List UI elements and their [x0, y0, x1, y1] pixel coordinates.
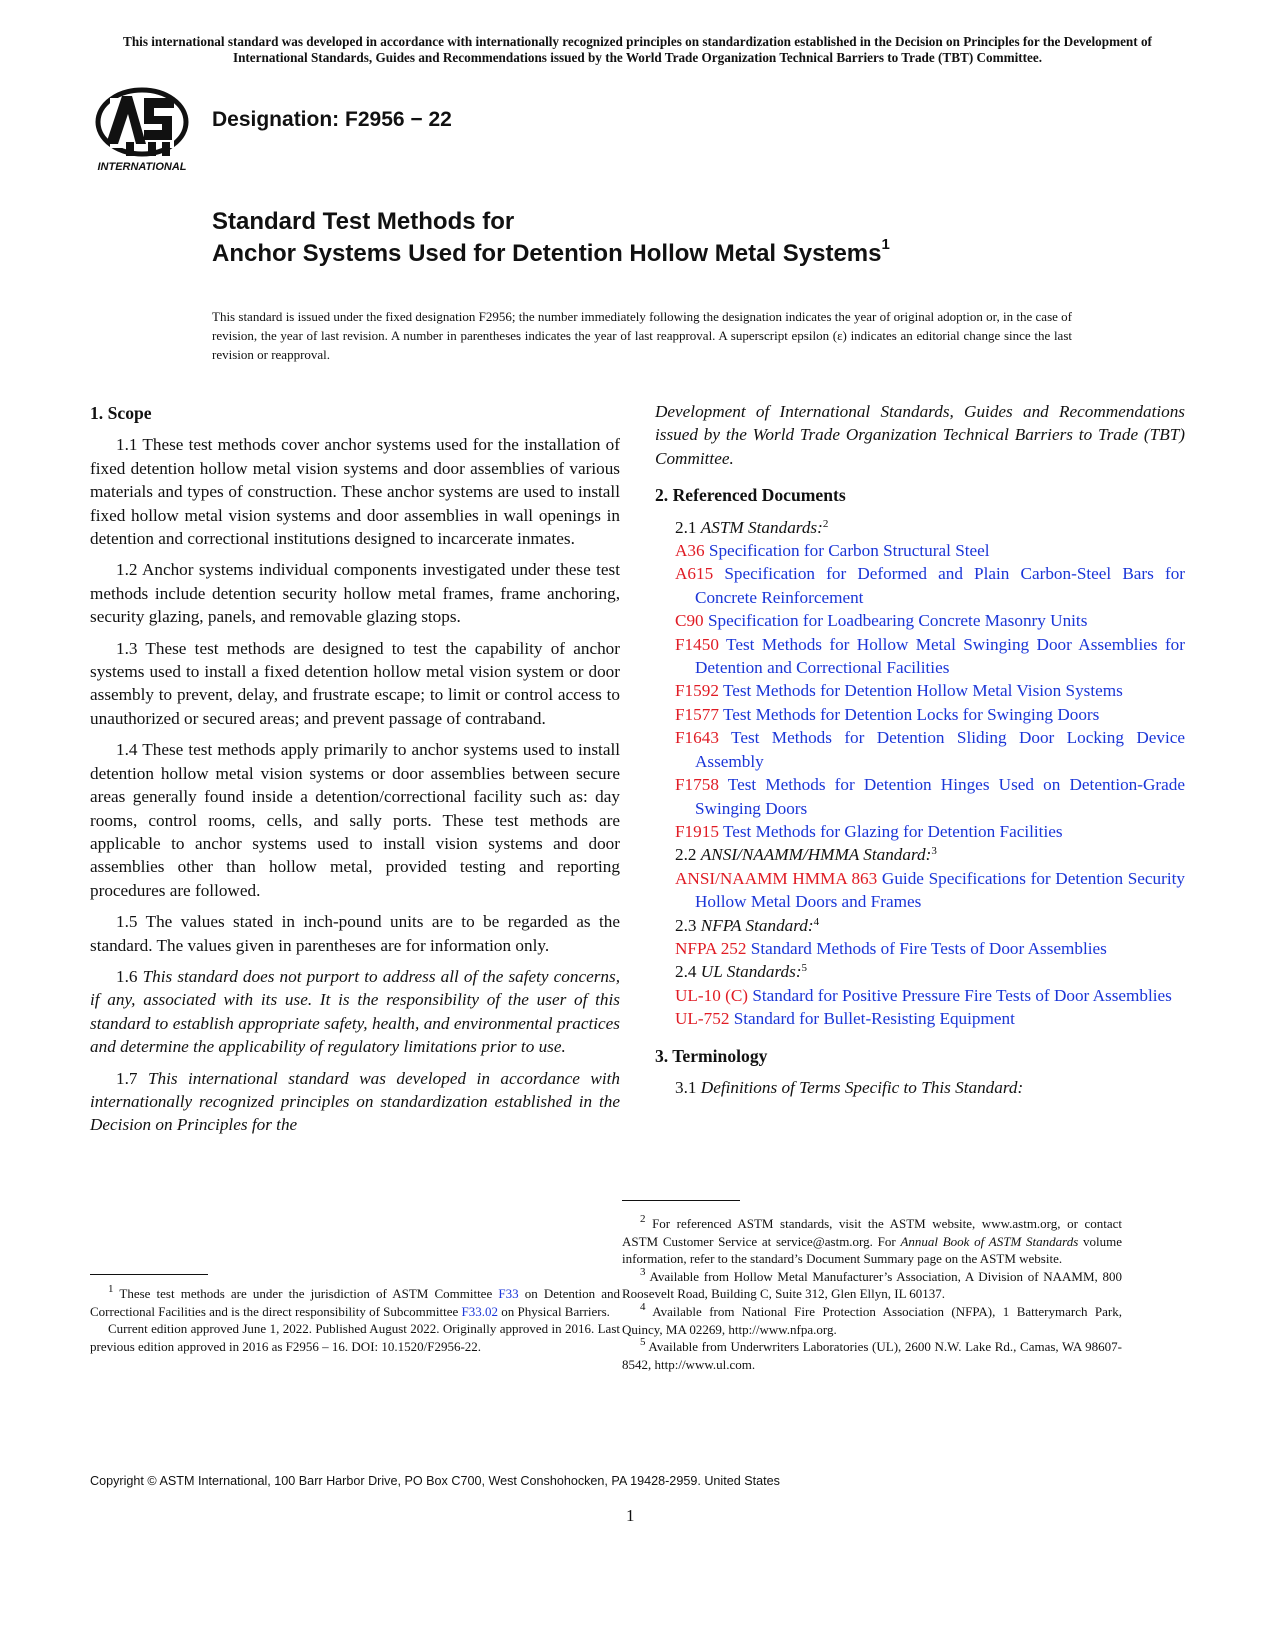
scope-1-1: 1.1 These test methods cover anchor systems used for the installation of fixed detention hollow metal vision systems and door assemblies of various materials and types of construction. These anchor systems are used to install fixed hollow metal vision systems and door assemblies in wall openings in detention and correctional institutions designed to incarcerate inmates.: [90, 435, 620, 549]
terminology-3-1: 3.1 Definitions of Terms Specific to This Standard:: [675, 1077, 1024, 1097]
left-footnotes: [90, 1274, 620, 1355]
scope-1-2: 1.2 Anchor systems individual components investigated under these test methods include detention security hollow metal frames, frame anchoring, security glazing, panels, and removable glazing stops.: [90, 560, 620, 627]
reference-code[interactable]: F1758: [675, 775, 719, 795]
copyright: Copyright © ASTM International, 100 Barr Harbor Drive, PO Box C700, West Conshohocken, PA 19428-2959. United States: [90, 1474, 780, 1488]
reference-code[interactable]: F1450: [675, 634, 719, 654]
f33-link[interactable]: F33: [498, 1286, 519, 1301]
reference-item[interactable]: [675, 867, 1185, 914]
scope-1-6: 1.6 This standard does not purport to address all of the safety concerns, if any, associated with its use. It is the responsibility of the user of this standard to establish appropriate safety, health, and environmental practices and determine the applicability of regulatory limitations prior to use.: [90, 966, 620, 1057]
left-column: [90, 402, 620, 1145]
ansi-standard-label: 2.2 ANSI/NAAMM/HMMA Standard:$^3$: [675, 845, 937, 865]
footnote-rule-left: [90, 1274, 208, 1275]
reference-title[interactable]: Standard Methods of Fire Tests of Door Assemblies: [750, 938, 1107, 958]
scope-heading: 1. Scope: [90, 403, 152, 423]
reference-item[interactable]: [675, 679, 1185, 702]
title-line-1: Standard Test Methods for: [212, 208, 515, 235]
logo-text: INTERNATIONAL: [97, 161, 187, 173]
reference-item[interactable]: [675, 984, 1185, 1007]
designation: Designation: F2956 − 22: [212, 108, 452, 131]
reference-code[interactable]: UL-752: [675, 1009, 730, 1029]
reference-title[interactable]: Test Methods for Detention Hinges Used on Detention-Grade Swinging Doors: [695, 775, 1185, 818]
reference-title[interactable]: Specification for Deformed and Plain Carbon-Steel Bars for Concrete Reinforcement: [695, 564, 1186, 607]
reference-title[interactable]: Test Methods for Detention Hollow Metal Vision Systems: [722, 681, 1123, 701]
reference-item[interactable]: [675, 773, 1185, 820]
reference-item[interactable]: [675, 937, 1185, 960]
reference-item[interactable]: [675, 820, 1185, 843]
f33-02-link[interactable]: F33.02: [461, 1303, 498, 1319]
reference-title[interactable]: Test Methods for Glazing for Detention Facilities: [722, 821, 1063, 841]
footnote-4: $^4$ Available from National Fire Protection Association (NFPA), 1 Batterymarch Park, Quincy, MA 02269, http://www.nfpa.org.: [622, 1300, 1122, 1337]
scope-1-4: 1.4 These test methods apply primarily to anchor systems used to install detention hollow metal vision systems or door assemblies between secure areas generally found inside a detention/correctional facility such as: day rooms, control rooms, cells, and sally ports. These test methods are applicable to anchor systems used to install vision systems and door assemblies other than hollow metal, provided testing and reporting procedures are followed.: [90, 740, 620, 900]
reference-code[interactable]: A36: [675, 541, 705, 561]
reference-code[interactable]: UL-10 (C): [675, 985, 749, 1005]
reference-code[interactable]: C90: [675, 611, 704, 631]
scope-1-3: 1.3 These test methods are designed to test the capability of anchor systems used to install a fixed detention hollow metal vision system or door assembly to prevent, delay, and frustrate escape; to limit or control access to unauthorized or secured areas; and prevent passage of contraband.: [90, 638, 620, 728]
document-title: [212, 206, 890, 270]
right-footnotes: [622, 1200, 1122, 1373]
footnote-rule-right: [622, 1200, 740, 1201]
reference-item[interactable]: [675, 562, 1185, 609]
reference-title[interactable]: Specification for Loadbearing Concrete Masonry Units: [707, 611, 1088, 631]
reference-code[interactable]: F1592: [675, 681, 719, 701]
reference-item[interactable]: [675, 609, 1185, 632]
footnote-5: $^5$ Available from Underwriters Laboratories (UL), 2600 N.W. Lake Rd., Camas, WA 98607-8542, http://www.ul.com.: [622, 1336, 1122, 1372]
reference-title[interactable]: Test Methods for Hollow Metal Swinging Door Assemblies for Detention and Correctional Facilities: [695, 634, 1185, 678]
ul-standards-label: 2.4 UL Standards:$^5$: [675, 962, 808, 982]
footnote-3: $^3$ Available from Hollow Metal Manufacturer’s Association, A Division of NAAMM, 800 Roosevelt Road, Building C, Suite 312, Glen Ellyn, IL 60137.: [622, 1265, 1122, 1302]
reference-code[interactable]: F1643: [675, 728, 719, 748]
astm-standards-label: 2.1 ASTM Standards:$^2$: [675, 517, 829, 537]
reference-item[interactable]: [675, 703, 1185, 726]
issued-note: This standard is issued under the fixed designation F2956; the number immediately following the designation indicates the year of original adoption or, in the case of revision, the year of last revision. A number in parentheses indicates the year of last reapproval. A superscript epsilon (ε) indicates an editorial change since the last revision or reapproval.: [212, 309, 1072, 362]
terminology-heading: 3. Terminology: [655, 1045, 768, 1066]
scope-1-7-continued: Development of International Standards, Guides and Recommendations issued by the World Trade Organization Technical Barriers to Trade (TBT) Committee.: [655, 402, 1185, 468]
reference-title[interactable]: Standard for Bullet-Resisting Equipment: [733, 1009, 1015, 1029]
title-footnote-mark: 1: [881, 236, 890, 253]
scope-1-5: 1.5 The values stated in inch-pound units are to be regarded as the standard. The values given in parentheses are for information only.: [90, 912, 620, 955]
reference-title[interactable]: Test Methods for Detention Locks for Swinging Doors: [722, 704, 1100, 724]
reference-title[interactable]: Specification for Carbon Structural Steel: [708, 541, 990, 561]
reference-code[interactable]: NFPA 252: [675, 938, 747, 958]
astm-reference-list: [655, 539, 1185, 843]
reference-code[interactable]: F1915: [675, 821, 719, 841]
page-number: 1: [626, 1506, 635, 1525]
scope-1-7: 1.7 This international standard was developed in accordance with internationally recognized principles on standardization established in the Decision on Principles for the: [90, 1068, 620, 1135]
referenced-documents-heading: 2. Referenced Documents: [655, 485, 846, 506]
footnote-1: $^1$ These test methods are under the jurisdiction of ASTM Committee F33 on Detention and Correctional Facilities and is the direct responsibility of Subcommittee F33.02 on Physical Barriers.: [90, 1283, 620, 1319]
footnote-2: $^2$ For referenced ASTM standards, visit the ASTM website, www.astm.org, or contact ASTM Customer Service at service@astm.org. For Annual Book of ASTM Standards volume information, refer to the standard’s Document Summary page on the ASTM website.: [622, 1213, 1122, 1267]
reference-code[interactable]: A615: [675, 564, 714, 584]
reference-code[interactable]: F1577: [675, 704, 719, 724]
reference-code[interactable]: ANSI/NAAMM HMMA 863: [675, 868, 878, 888]
reference-title[interactable]: Test Methods for Detention Sliding Door Locking Device Assembly: [695, 728, 1185, 771]
title-line-2: Anchor Systems Used for Detention Hollow Metal Systems$^1$: [212, 236, 890, 267]
edition-note: Current edition approved June 1, 2022. Published August 2022. Originally approved in 2016. Last previous edition approved in 2016 as F2956 – 16. DOI: 10.1520/F2956-22.: [90, 1321, 620, 1354]
reference-item[interactable]: [675, 539, 1185, 562]
astm-logo: [88, 84, 196, 174]
reference-item[interactable]: [675, 633, 1185, 680]
reference-item[interactable]: [675, 726, 1185, 773]
nfpa-standard-label: 2.3 NFPA Standard:$^4$: [675, 915, 820, 935]
reference-title[interactable]: Standard for Positive Pressure Fire Tests of Door Assemblies: [752, 985, 1172, 1005]
reference-item[interactable]: [675, 1007, 1185, 1030]
right-column: [655, 400, 1185, 1099]
wto-notice: This international standard was developed in accordance with internationally recognized principles on standardization established in the Decision on Principles for the Development of International Standards, Guides and Recommendations issued by the World Trade Organization Technical Barriers to Trade (TBT) Committee.: [123, 34, 1152, 65]
reference-title[interactable]: Guide Specifications for Detention Security Hollow Metal Doors and Frames: [695, 868, 1186, 912]
